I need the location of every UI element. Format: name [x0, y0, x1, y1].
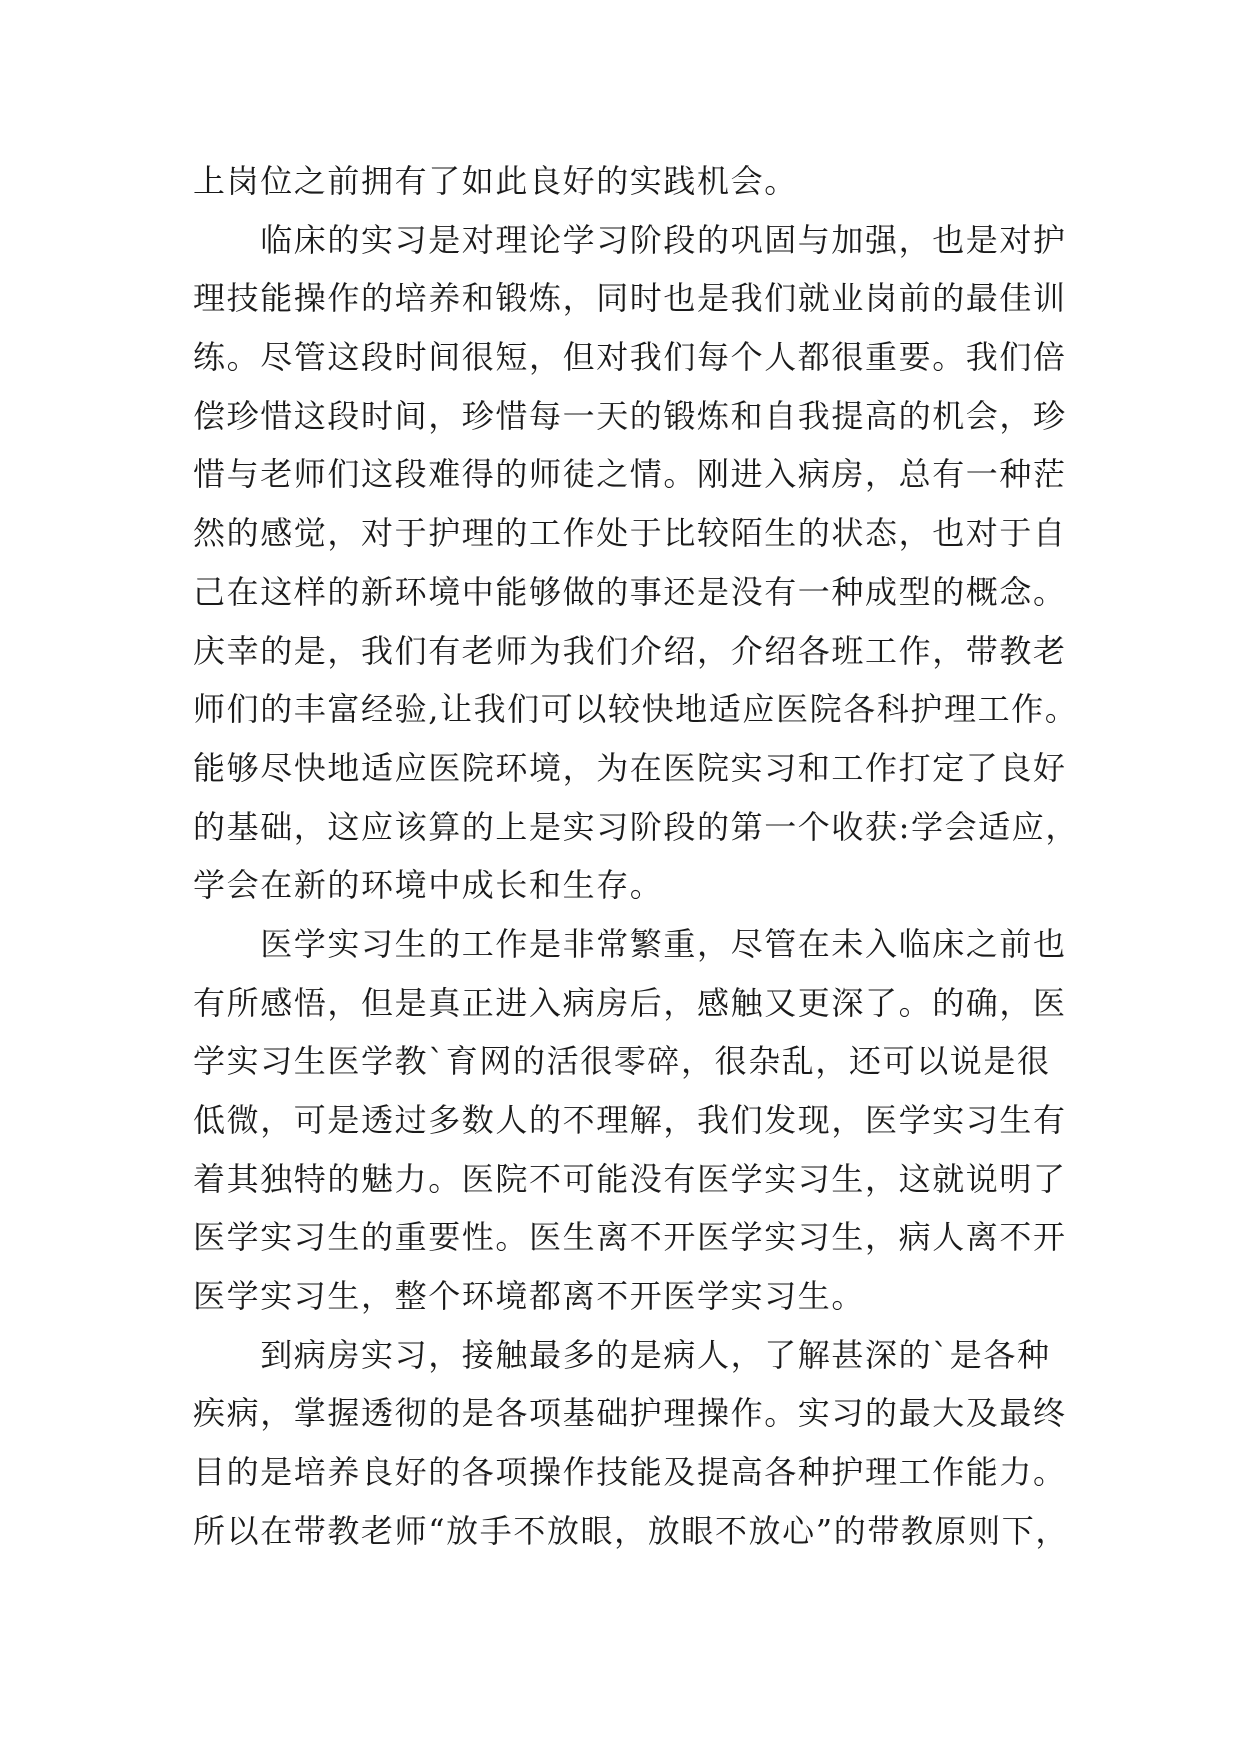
text-line: 学实习生医学教`育网的活很零碎，很杂乱，还可以说是很 [193, 1042, 1051, 1081]
body-text [193, 152, 1079, 1561]
text-line: 医学实习生的工作是非常繁重，尽管在未入临床之前也 [193, 924, 1067, 963]
text-line: 到病房实习，接触最多的是病人，了解甚深的`是各种 [193, 1335, 1051, 1374]
text-line: 师们的丰富经验,让我们可以较快地适应医院各科护理工作。 [193, 690, 1079, 729]
text-line: 医学实习生，整个环境都离不开医学实习生。 [193, 1277, 866, 1316]
text-line: 练。尽管这段时间很短，但对我们每个人都很重要。我们倍 [193, 338, 1067, 377]
text-line: 然的感觉，对于护理的工作处于比较陌生的状态，也对于自 [193, 514, 1067, 553]
text-line: 惜与老师们这段难得的师徒之情。刚进入病房，总有一种茫 [193, 455, 1067, 494]
text-line: 偿珍惜这段时间，珍惜每一天的锻炼和自我提高的机会，珍 [193, 396, 1067, 435]
text-line: 有所感悟，但是真正进入病房后，感触又更深了。的确，医 [193, 983, 1067, 1022]
text-line: 的基础，这应该算的上是实习阶段的第一个收获:学会适应， [193, 807, 1079, 846]
text-line: 上岗位之前拥有了如此良好的实践机会。 [193, 162, 798, 200]
text-line: 能够尽快地适应医院环境，为在医院实习和工作打定了良好 [193, 748, 1067, 787]
text-line: 己在这样的新环境中能够做的事还是没有一种成型的概念。 [193, 572, 1067, 611]
text-line: 医学实习生的重要性。医生离不开医学实习生，病人离不开 [193, 1218, 1067, 1257]
text-line: 学会在新的环境中成长和生存。 [193, 866, 664, 905]
text-line: 理技能操作的培养和锻炼，同时也是我们就业岗前的最佳训 [193, 279, 1067, 318]
text-line: 着其独特的魅力。医院不可能没有医学实习生，这就说明了 [193, 1159, 1067, 1198]
text-line: 庆幸的是，我们有老师为我们介绍，介绍各班工作，带教老 [193, 631, 1067, 670]
text-line: 疾病，掌握透彻的是各项基础护理操作。实习的最大及最终 [193, 1394, 1067, 1433]
text-line: 临床的实习是对理论学习阶段的巩固与加强，也是对护 [193, 220, 1067, 259]
text-line: 目的是培养良好的各项操作技能及提高各种护理工作能力。 [193, 1453, 1067, 1492]
text-line: 低微，可是透过多数人的不理解，我们发现，医学实习生有 [193, 1101, 1067, 1139]
text-line: 所以在带教老师“放手不放眼，放眼不放心”的带教原则下， [193, 1511, 1069, 1550]
